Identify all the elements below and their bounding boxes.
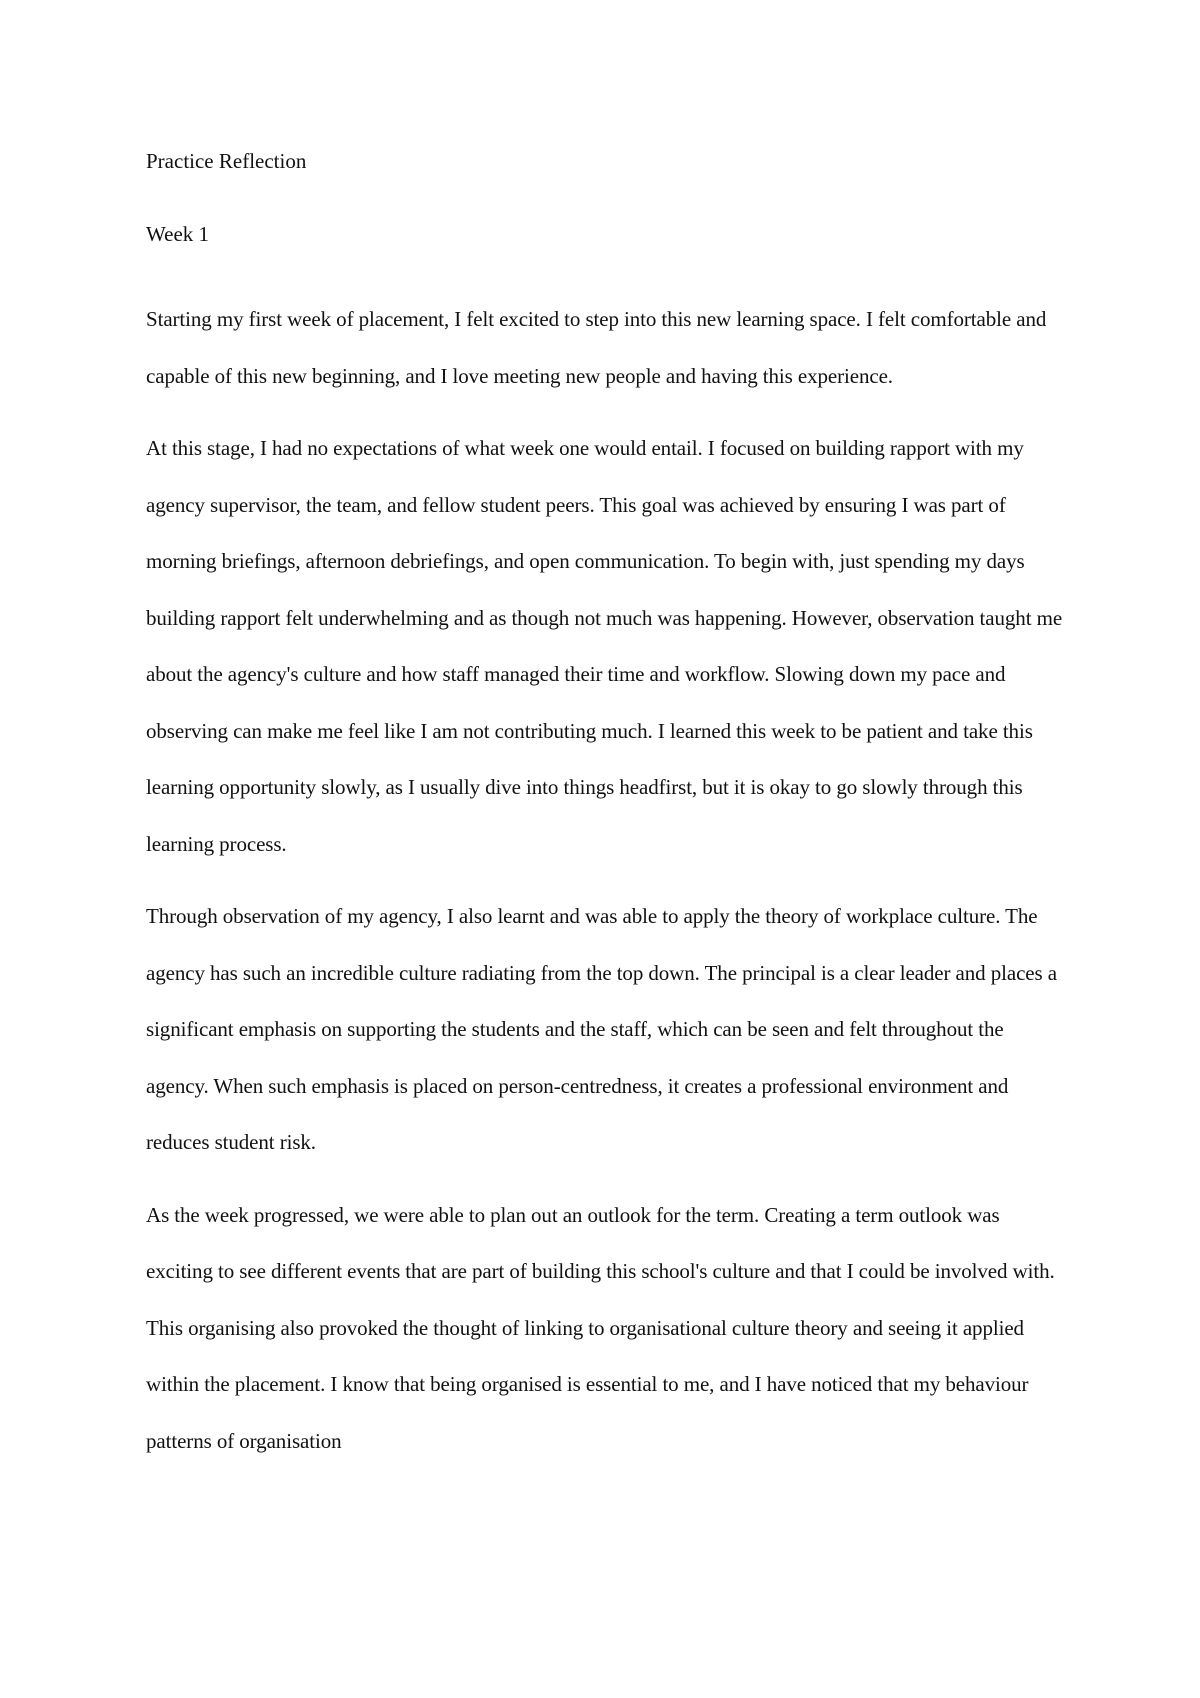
week-heading: Week 1 <box>146 222 210 246</box>
paragraph-1: Starting my first week of placement, I felt excited to step into this new learning space. I felt comfortable and capable of this new beginning, and I love meeting new people and having this experience. <box>146 307 1047 388</box>
document-title: Practice Reflection <box>146 149 307 173</box>
paragraph-4: As the week progressed, we were able to plan out an outlook for the term. Creating a term outlook was exciting to see different events that are part of building this school's culture and that I could be involved with. This organising also provoked the thought of linking to organisational culture theory and seeing it applied within the placement. I know that being organised is essential to me, and I have noticed that my behaviour patterns of organisation <box>146 1202 1055 1453</box>
document-body <box>146 146 1066 1485</box>
paragraph-2: At this stage, I had no expectations of what week one would entail. I focused on building rapport with my agency supervisor, the team, and fellow student peers. This goal was achieved by ensuring I was part of morning briefings, afternoon debriefings, and open communication. To begin with, just spending my days building rapport felt underwhelming and as though not much was happening. However, observation taught me about the agency's culture and how staff managed their time and workflow. Slowing down my pace and observing can make me feel like I am not contributing much. I learned this week to be patient and take this learning opportunity slowly, as I usually dive into things headfirst, but it is okay to go slowly through this learning process. <box>146 436 1063 856</box>
paragraph-3: Through observation of my agency, I also learnt and was able to apply the theory of workplace culture. The agency has such an incredible culture radiating from the top down. The principal is a clear leader and places a significant emphasis on supporting the students and the staff, which can be seen and felt throughout the agency. When such emphasis is placed on person-centredness, it creates a professional environment and reduces student risk. <box>146 904 1057 1154</box>
